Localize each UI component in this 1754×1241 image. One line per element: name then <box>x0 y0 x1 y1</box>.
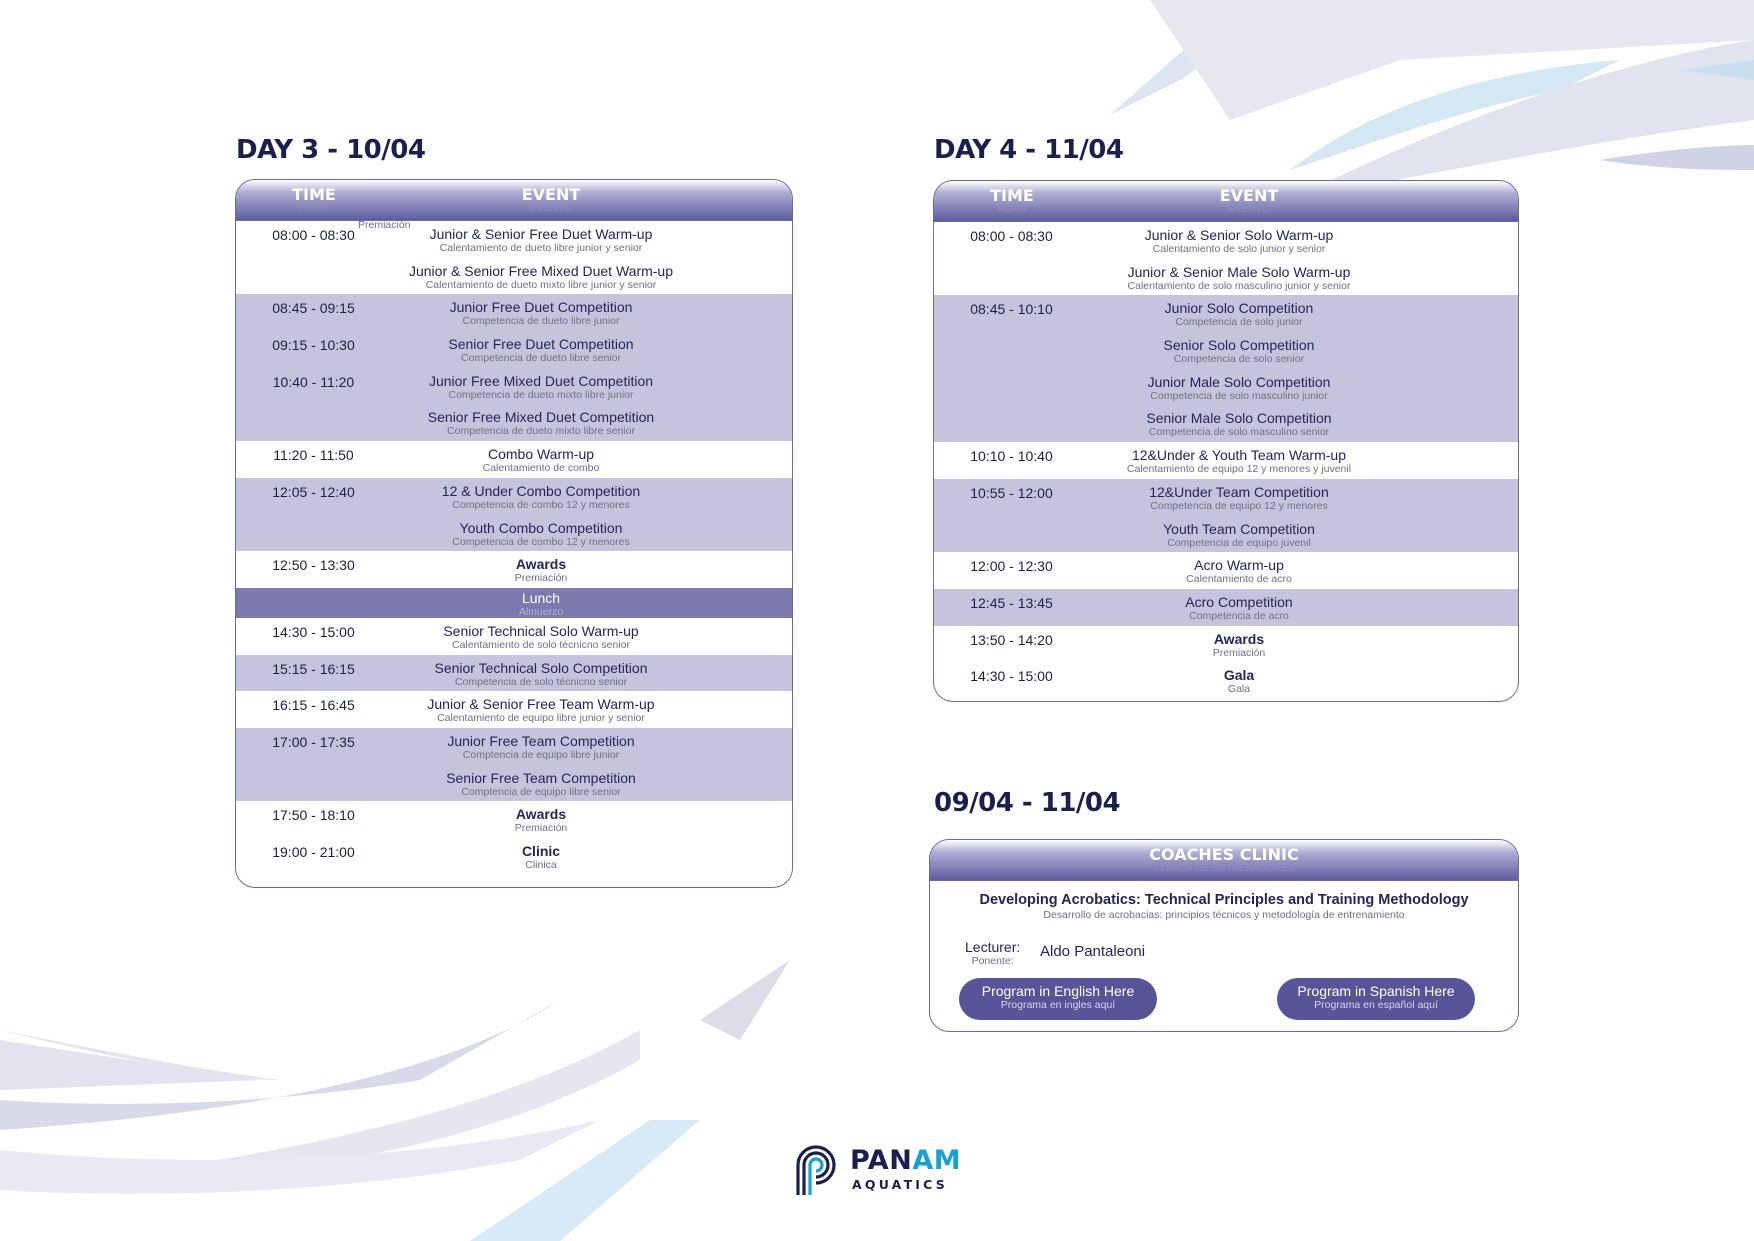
day3-event <box>371 770 711 798</box>
day4-row <box>934 479 1518 552</box>
day3-event-name-es: Calentamiento de equipo libre junior y senior <box>437 712 645 725</box>
day4-event-name-es: Gala <box>1227 683 1251 696</box>
day4-row <box>934 442 1518 479</box>
day3-row-time: 17:50 - 18:10 <box>272 807 355 824</box>
day4-row <box>934 295 1518 442</box>
day3-row <box>236 331 792 368</box>
day3-rows <box>236 221 792 875</box>
day4-event-name: Junior Male Solo Competition <box>1147 373 1331 390</box>
day3-event-name-es: Calentamiento de combo <box>482 462 600 475</box>
panam-aquatics-logo <box>792 1143 962 1198</box>
day4-event <box>1069 300 1409 328</box>
day3-event <box>371 446 711 474</box>
day3-event-name-es: Competencia de solo técnicno senior <box>454 675 628 688</box>
program-english-label: Program in English Here <box>981 983 1135 999</box>
day3-event-name-es: Almuerzo <box>518 605 564 618</box>
day3-row <box>236 588 792 618</box>
day4-row-time: 10:55 - 12:00 <box>970 484 1053 501</box>
day3-row <box>236 801 792 838</box>
lecturer-label-es: Ponente: <box>971 955 1014 967</box>
panam-logo-icon <box>792 1143 840 1197</box>
day4-row-time: 08:00 - 08:30 <box>970 228 1053 244</box>
clinic-topic-es: Desarrollo de acrobacias: principios técnicos y metodología de entrenamiento <box>1043 909 1405 921</box>
day3-row-time: 17:00 - 17:35 <box>272 733 355 750</box>
day3-event <box>371 556 711 584</box>
day4-row-time: 08:45 - 10:10 <box>970 301 1053 318</box>
day4-event-name-es: Competencia de solo senior <box>1173 353 1305 366</box>
day3-event-name: Awards <box>515 806 567 823</box>
day4-event <box>1069 374 1409 402</box>
clinic-dates-title: 09/04 - 11/04 <box>934 788 1121 818</box>
day3-event-name-es: Competencia de dueto mixto libre senior <box>447 425 635 438</box>
panam-wordmark-pan: PAN <box>850 1145 913 1176</box>
day4-event-name-es: Calentamiento de solo junior y senior <box>1152 243 1326 255</box>
day4-event-name-es: Calentamiento de solo masculino junior y senior <box>1127 279 1351 292</box>
day3-event-name-es: Comptencia de equipo libre junior <box>462 748 620 761</box>
day4-event-name: Senior Solo Competition <box>1163 337 1315 354</box>
day4-row <box>934 589 1518 626</box>
lecturer-label <box>965 939 1020 967</box>
day3-event-name: Clinic <box>521 843 561 860</box>
day4-event <box>1069 227 1409 255</box>
day3-row <box>236 838 792 875</box>
day3-event <box>371 696 711 724</box>
day4-row-time: 10:10 - 10:40 <box>970 448 1053 465</box>
day4-schedule-table <box>933 180 1519 702</box>
day4-event-name-es: Competencia de equipo 12 y menores <box>1150 499 1328 512</box>
day3-row <box>236 441 792 478</box>
day3-event-name: Junior Free Duet Competition <box>449 299 633 316</box>
day4-table-header <box>934 181 1518 222</box>
day3-row-time: 09:15 - 10:30 <box>272 337 355 354</box>
day4-event-name: Junior & Senior Solo Warm-up <box>1144 227 1334 243</box>
day3-event-name: Senior Free Duet Competition <box>448 336 634 353</box>
day3-event <box>371 226 711 254</box>
day4-time-header-label: TIME <box>990 186 1034 205</box>
day3-row <box>236 478 792 551</box>
day3-event <box>371 660 711 688</box>
day3-event-name: Senior Free Mixed Duet Competition <box>427 409 655 426</box>
day4-event <box>1069 337 1409 365</box>
day3-row <box>236 221 792 294</box>
day3-event <box>371 483 711 511</box>
day3-time-header-es: HORA <box>299 203 329 214</box>
day4-time-header-es: HORA <box>997 204 1027 215</box>
day3-event-name-es: Competencia de dueto libre senior <box>461 352 621 365</box>
day3-event <box>371 623 711 651</box>
day4-event <box>1069 447 1409 475</box>
day4-row-time: 13:50 - 14:20 <box>970 631 1053 648</box>
day3-event-header-es: EVENTO <box>530 203 572 214</box>
day3-event-name-es: Competencia de combo 12 y menores <box>452 535 630 548</box>
day3-table-header <box>236 180 792 221</box>
day4-row <box>934 662 1518 699</box>
program-english-button[interactable] <box>959 978 1157 1020</box>
day4-event-name: 12&Under & Youth Team Warm-up <box>1131 447 1346 464</box>
day4-event <box>1069 264 1409 292</box>
day3-event <box>371 843 711 871</box>
day3-event-name: Senior Technical Solo Competition <box>434 659 648 676</box>
panam-wordmark-am: AM <box>912 1145 962 1176</box>
day4-time-header <box>972 188 1052 215</box>
day3-row <box>236 294 792 331</box>
day4-event-name-es: Competencia de equipo juvenil <box>1167 536 1311 549</box>
lecturer-label-en: Lecturer: <box>965 939 1021 955</box>
day3-event-name-es: Premiación <box>514 572 568 585</box>
program-english-es: Programa en ingles aquí <box>1000 999 1116 1011</box>
day3-event-name: 12 & Under Combo Competition <box>441 482 641 499</box>
day4-event-name: 12&Under Team Competition <box>1149 483 1329 500</box>
day3-event-name: Junior Free Mixed Duet Competition <box>428 372 654 389</box>
day4-row-time: 14:30 - 15:00 <box>970 668 1053 685</box>
day3-event <box>371 806 711 834</box>
day3-row-time: 10:40 - 11:20 <box>272 373 355 390</box>
day4-event-name-es: Competencia de solo masculino junior <box>1150 389 1328 402</box>
day3-event-name: Combo Warm-up <box>487 446 595 463</box>
lecturer-name: Aldo Pantaleoni <box>1040 943 1146 960</box>
day4-event <box>1069 521 1409 549</box>
day3-event-name-es: Calentamiento de solo técnicno senior <box>451 638 631 651</box>
day4-event-name: Acro Competition <box>1185 593 1293 610</box>
day3-row-time: 08:45 - 09:15 <box>272 300 355 317</box>
day3-event-name: Junior & Senior Free Duet Warm-up <box>429 226 653 242</box>
day4-event <box>1069 631 1409 659</box>
day4-event-header-label: EVENT <box>1219 186 1279 205</box>
program-spanish-button[interactable] <box>1277 978 1475 1020</box>
stray-premiacion-label: Premiación <box>358 219 411 231</box>
day4-event-name: Awards <box>1213 630 1265 647</box>
day3-row-time: 15:15 - 16:15 <box>272 660 355 677</box>
day3-event-name-es: Competencia de dueto mixto libre junior <box>448 388 634 401</box>
clinic-header-text <box>930 847 1518 874</box>
day3-row <box>236 728 792 801</box>
day3-event-header-label: EVENT <box>521 185 581 204</box>
day4-event <box>1069 410 1409 438</box>
day3-event <box>371 733 711 761</box>
day4-event-header <box>1189 188 1309 215</box>
day4-row <box>934 626 1518 663</box>
day3-event <box>371 336 711 364</box>
day4-rows <box>934 222 1518 699</box>
day3-title: DAY 3 - 10/04 <box>236 135 426 165</box>
day3-event-name: Junior & Senior Free Team Warm-up <box>427 696 655 713</box>
panam-tagline: AQUATICS <box>852 1177 948 1192</box>
day4-title: DAY 4 - 11/04 <box>934 135 1124 165</box>
day3-row-time: 11:20 - 11:50 <box>273 447 354 464</box>
day3-event-name: Lunch <box>521 589 561 606</box>
day3-event <box>371 373 711 401</box>
day3-event-name: Senior Technical Solo Warm-up <box>443 622 639 639</box>
day3-event-name-es: Clinica <box>525 859 557 872</box>
day3-event <box>371 520 711 548</box>
day4-event-header-es: EVENTO <box>1228 204 1270 215</box>
day3-row <box>236 655 792 692</box>
day3-event <box>371 263 711 291</box>
day3-event-name: Junior & Senior Free Mixed Duet Warm-up <box>408 262 674 279</box>
day3-event-header <box>491 187 611 214</box>
day3-row-time: 12:05 - 12:40 <box>272 483 355 500</box>
coaches-clinic-card <box>929 839 1519 1032</box>
day4-event-name: Junior & Senior Male Solo Warm-up <box>1127 263 1351 280</box>
day3-event-name: Youth Combo Competition <box>459 519 623 536</box>
clinic-topic-en: Developing Acrobatics: Technical Principles and Training Methodology <box>979 892 1469 908</box>
day3-row-time: 12:50 - 13:30 <box>272 557 355 574</box>
day4-row-time: 12:45 - 13:45 <box>970 594 1053 611</box>
day4-event-name: Youth Team Competition <box>1163 520 1315 537</box>
day3-event-name: Junior Free Team Competition <box>447 732 635 749</box>
day3-row-time: 16:15 - 16:45 <box>272 697 355 714</box>
panam-wordmark <box>850 1147 961 1175</box>
day4-event <box>1069 484 1409 512</box>
day3-schedule-table <box>235 179 793 888</box>
program-spanish-es: Programa en español aquí <box>1314 999 1438 1011</box>
day3-event <box>371 590 711 618</box>
day4-event-name-es: Competencia de solo masculino senior <box>1148 426 1330 439</box>
day4-event-name: Acro Warm-up <box>1194 557 1284 574</box>
day3-time-header-label: TIME <box>292 185 336 204</box>
day4-event-name: Junior Solo Competition <box>1164 300 1314 317</box>
day4-event-name-es: Competencia de acro <box>1189 609 1289 622</box>
day4-event-name-es: Competencia de solo junior <box>1175 316 1303 329</box>
day4-event-name: Senior Male Solo Competition <box>1146 410 1332 427</box>
clinic-header <box>930 840 1518 881</box>
day3-event-name-es: Calentamiento de dueto mixto libre junior y senior <box>425 278 657 291</box>
day4-row <box>934 552 1518 589</box>
day4-event-name-es: Calentamiento de acro <box>1186 573 1292 586</box>
day4-event <box>1069 594 1409 622</box>
day3-row-time: 19:00 - 21:00 <box>272 844 355 861</box>
day3-event-name-es: Competencia de combo 12 y menores <box>452 498 630 511</box>
day4-event-name: Gala <box>1223 667 1255 684</box>
day3-event-name: Awards <box>515 556 567 573</box>
day3-row <box>236 691 792 728</box>
day3-event-name-es: Premiación <box>514 822 568 835</box>
day4-event <box>1069 667 1409 695</box>
day4-event-name-es: Premiación <box>1212 646 1266 659</box>
day3-event-name-es: Comptencia de equipo libre senior <box>461 785 621 798</box>
clinic-header-label: COACHES CLINIC <box>1149 845 1299 864</box>
day3-row <box>236 618 792 655</box>
clinic-header-es: CLÍNICA DE ENTRENADORES <box>1153 863 1295 874</box>
day3-event-name-es: Calentamiento de dueto libre junior y senior <box>439 242 643 254</box>
day3-event-name: Senior Free Team Competition <box>446 769 636 786</box>
clinic-topic <box>930 892 1518 921</box>
day3-row <box>236 368 792 441</box>
day3-row <box>236 551 792 588</box>
day3-event <box>371 299 711 327</box>
day4-row-time: 12:00 - 12:30 <box>970 558 1053 575</box>
day4-event-name-es: Calentamiento de equipo 12 y menores y juvenil <box>1126 463 1352 476</box>
day3-event-name-es: Competencia de dueto libre junior <box>462 315 620 328</box>
day4-row <box>934 222 1518 295</box>
day4-event <box>1069 557 1409 585</box>
program-spanish-label: Program in Spanish Here <box>1297 983 1455 999</box>
day3-row-time: 14:30 - 15:00 <box>272 623 355 640</box>
day3-row-time: 08:00 - 08:30 <box>272 227 355 243</box>
day3-time-header <box>274 187 354 214</box>
day3-event <box>371 409 711 437</box>
